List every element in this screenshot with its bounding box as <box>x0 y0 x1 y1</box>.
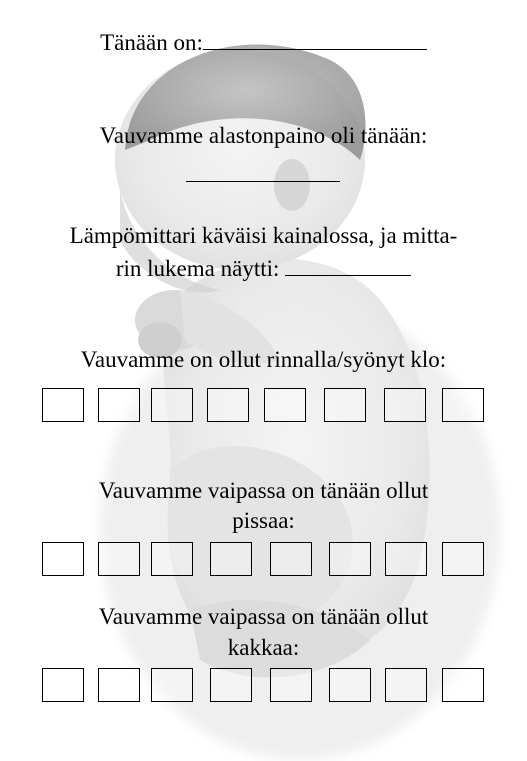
poop-label-line1: Vauvamme vaipassa on tänään ollut <box>98 604 429 629</box>
pee-label-line2: pissaa: <box>232 508 295 533</box>
pee-check-box[interactable] <box>442 542 484 576</box>
feeding-time-box[interactable] <box>324 388 366 422</box>
temperature-label-line1: Lämpömittari käväisi kainalossa, ja mitta- <box>69 223 458 248</box>
weight-blank-line[interactable] <box>186 181 340 182</box>
date-blank-line[interactable] <box>203 27 427 50</box>
weight-label: Vauvamme alastonpaino oli tänään: <box>99 123 428 148</box>
poop-check-box[interactable] <box>442 668 484 702</box>
temperature-row <box>0 253 527 283</box>
feeding-time-box[interactable] <box>384 388 426 422</box>
pee-check-box[interactable] <box>151 542 193 576</box>
temperature-label-line2: rin lukema näytti: <box>115 256 280 281</box>
feeding-time-box[interactable] <box>42 388 84 422</box>
pee-check-box[interactable] <box>385 542 427 576</box>
poop-check-box[interactable] <box>270 668 312 702</box>
pee-check-box[interactable] <box>329 542 371 576</box>
poop-check-box[interactable] <box>385 668 427 702</box>
poop-check-box[interactable] <box>98 668 140 702</box>
pee-check-box[interactable] <box>98 542 140 576</box>
pee-check-box[interactable] <box>42 542 84 576</box>
poop-check-box[interactable] <box>210 668 252 702</box>
feeding-time-box[interactable] <box>151 388 193 422</box>
poop-check-box[interactable] <box>151 668 193 702</box>
pee-check-box[interactable] <box>270 542 312 576</box>
feeding-time-box[interactable] <box>207 388 249 422</box>
pee-label-line1: Vauvamme vaipassa on tänään ollut <box>98 478 429 503</box>
feeding-time-box[interactable] <box>264 388 306 422</box>
temperature-blank-line[interactable] <box>285 253 411 276</box>
date-label: Tänään on: <box>100 30 203 55</box>
feeding-time-box[interactable] <box>98 388 140 422</box>
feeding-time-box[interactable] <box>442 388 484 422</box>
poop-check-box[interactable] <box>329 668 371 702</box>
feeding-label: Vauvamme on ollut rinnalla/syönyt klo: <box>80 347 447 372</box>
date-row <box>0 27 527 57</box>
pee-check-box[interactable] <box>210 542 252 576</box>
poop-check-box[interactable] <box>42 668 84 702</box>
poop-label-line2: kakkaa: <box>227 635 300 660</box>
